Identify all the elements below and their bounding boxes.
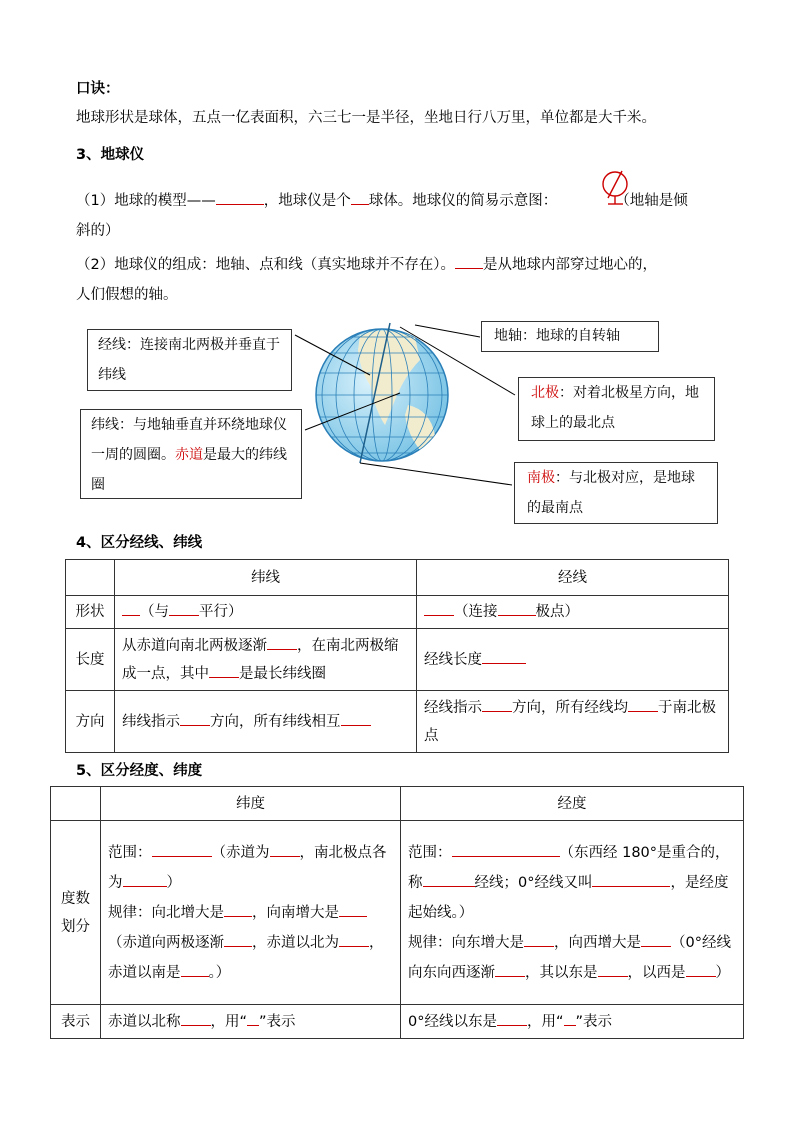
- row-label-division: 度数划分: [51, 821, 101, 1005]
- parallel-text-b: 是最大的纬线圈: [91, 447, 287, 493]
- parallel-callout: [80, 409, 302, 499]
- blank: [339, 902, 367, 917]
- koujue-title: 口诀：: [76, 81, 120, 97]
- table4-corner: [66, 560, 115, 596]
- cell-text: ”表示: [259, 1013, 296, 1030]
- p1-d: （地轴是倾: [615, 193, 688, 209]
- blank: [152, 842, 212, 857]
- cell-text: （0°经线向东向西逐渐: [408, 934, 731, 981]
- blank: [180, 711, 210, 726]
- cell-text: （赤道为: [211, 844, 270, 861]
- cell-text: ，赤道以南是: [108, 934, 384, 981]
- row-label-direction: 方向: [66, 691, 115, 753]
- cell-text: ）: [166, 874, 181, 891]
- cell-text: ）: [715, 964, 730, 981]
- cell-text: 经线长度: [424, 651, 482, 668]
- cell-text: ，在南北两极缩成一点，其中: [122, 637, 399, 682]
- cell-text: ”表示: [575, 1013, 613, 1030]
- north-pole-term: 北极: [531, 385, 559, 401]
- south-pole-callout: [514, 462, 718, 524]
- blank: [181, 962, 209, 977]
- cell-text: 范围：: [108, 844, 152, 861]
- p2-b: 是从地球内部穿过地心的，: [482, 257, 657, 273]
- cell-text: ，赤道以北为: [252, 934, 339, 951]
- blank: [247, 1011, 259, 1026]
- blank: [224, 932, 252, 947]
- cell-text: 于南北极点: [424, 699, 716, 744]
- cell-text: 平行）: [199, 604, 243, 620]
- cell-text: 是最长纬线圈: [239, 665, 326, 682]
- cell-text: 方向，所有纬线相互: [210, 713, 341, 730]
- blank: [169, 601, 199, 616]
- south-pole-term: 南极: [527, 470, 555, 486]
- cell-text: （连接: [454, 604, 498, 620]
- cell-text: ，用“: [526, 1013, 564, 1030]
- meridian-parallel-table: [65, 559, 729, 753]
- blank: [209, 663, 239, 678]
- parallel-text-a: 纬线：与地轴垂直并环绕地球仪一周的圆圈。: [91, 417, 287, 463]
- cell-text: 从赤道向南北两极逐渐: [122, 637, 267, 654]
- blank: [122, 601, 140, 616]
- length-weixian-cell: [115, 629, 417, 691]
- section-5-title: 5、区分经度、纬度: [76, 763, 203, 779]
- cell-text: ，其以东是: [525, 964, 598, 981]
- cell-text: ，以西是: [627, 964, 686, 981]
- section-3-title: 3、地球仪: [76, 147, 145, 163]
- blank: [482, 697, 512, 712]
- cell-text: 纬线指示: [122, 713, 180, 730]
- table4-header-weixian: 纬线: [115, 560, 417, 596]
- cell-text: ，向南增大是: [252, 904, 339, 921]
- p1-c: 球体。地球仪的简易示意图：: [368, 193, 558, 209]
- paragraph-2-cont: 人们假想的轴。: [76, 287, 178, 303]
- cell-text: （与: [140, 604, 169, 620]
- direction-weixian-cell: [115, 691, 417, 753]
- cell-text: ，是经度起始线。）: [408, 874, 729, 921]
- longitude-notation-cell: [401, 1005, 744, 1039]
- blank: [341, 711, 371, 726]
- blank: [181, 1011, 211, 1026]
- blank: [524, 932, 554, 947]
- table4-header-jingxian: 经线: [417, 560, 729, 596]
- cell-text: 规律：向东增大是: [408, 934, 524, 951]
- longitude-division-cell: [401, 821, 744, 1005]
- row-label-notation: 表示: [51, 1005, 101, 1039]
- blank: [482, 649, 526, 664]
- cell-text: ，南北极点各为: [108, 844, 387, 891]
- blank: [351, 190, 369, 205]
- blank: [498, 601, 536, 616]
- blank: [123, 872, 167, 887]
- blank: [267, 635, 297, 650]
- p2-a: （2）地球仪的组成：地轴、点和线（真实地球并不存在）。: [76, 257, 455, 273]
- cell-text: ，向西增大是: [554, 934, 641, 951]
- cell-text: 。）: [208, 964, 231, 981]
- table5-header-weidu: 纬度: [101, 787, 401, 821]
- cell-text: （赤道向两极逐渐: [108, 934, 224, 951]
- cell-text: 范围：: [408, 844, 452, 861]
- blank: [641, 932, 671, 947]
- row-label-length: 长度: [66, 629, 115, 691]
- cell-text: ，用“: [210, 1013, 248, 1030]
- south-pole-text: ：与北极对应，是地球的最南点: [527, 470, 695, 516]
- length-jingxian-cell: [417, 629, 729, 691]
- blank: [424, 601, 454, 616]
- blank: [564, 1011, 576, 1026]
- blank: [270, 842, 300, 857]
- latitude-longitude-table: [50, 786, 744, 1039]
- blank: [497, 1011, 527, 1026]
- axis-callout: 地轴：地球的自转轴: [481, 321, 659, 352]
- cell-text: （东西经 180°是重合的，称: [408, 844, 730, 891]
- cell-text: 经线指示: [424, 699, 482, 716]
- cell-text: 规律：向北增大是: [108, 904, 224, 921]
- blank: [592, 872, 670, 887]
- blank: [495, 962, 525, 977]
- equator-term: 赤道: [175, 447, 203, 463]
- blank: [628, 697, 658, 712]
- north-pole-text: ：对着北极星方向，地球上的最北点: [531, 385, 699, 431]
- cell-text: 方向，所有经线均: [512, 699, 628, 716]
- cell-text: 经线；0°经线又叫: [474, 874, 593, 891]
- blank: [455, 254, 483, 269]
- cell-text: 赤道以北称: [108, 1013, 181, 1030]
- section-4-title: 4、区分经线、纬线: [76, 535, 203, 551]
- blank: [452, 842, 560, 857]
- paragraph-1-cont: 斜的）: [76, 223, 120, 239]
- koujue-text: 地球形状是球体，五点一亿表面积，六三七一是半径，坐地日行八万里，单位都是大千米。: [76, 110, 656, 126]
- table5-corner: [51, 787, 101, 821]
- direction-jingxian-cell: [417, 691, 729, 753]
- blank: [216, 190, 264, 205]
- cell-text: 极点）: [535, 604, 579, 620]
- blank: [423, 872, 475, 887]
- p1-b: ，地球仪是个: [263, 193, 351, 209]
- cell-text: 0°经线以东是: [408, 1013, 497, 1030]
- blank: [598, 962, 628, 977]
- row-label-shape: 形状: [66, 596, 115, 629]
- blank: [686, 962, 716, 977]
- paragraph-2: [76, 250, 726, 280]
- shape-jingxian-cell: [417, 596, 729, 629]
- blank: [339, 932, 369, 947]
- table5-header-jingdu: 经度: [401, 787, 744, 821]
- simple-globe-icon: [598, 168, 638, 208]
- blank: [224, 902, 252, 917]
- latitude-notation-cell: [101, 1005, 401, 1039]
- latitude-division-cell: [101, 821, 401, 1005]
- meridian-callout: 经线：连接南北两极并垂直于纬线: [87, 329, 292, 391]
- p1-a: （1）地球的模型——: [76, 193, 216, 209]
- shape-weixian-cell: [115, 596, 417, 629]
- north-pole-callout: [518, 377, 715, 441]
